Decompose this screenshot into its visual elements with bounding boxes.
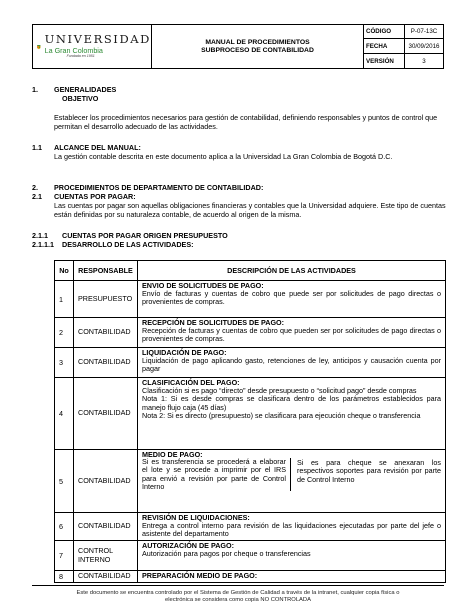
university-logo — [33, 25, 152, 69]
manual-title — [152, 25, 364, 69]
date-value: 30/09/2016 — [405, 39, 444, 54]
row-responsible: CONTABILIDAD — [74, 318, 138, 348]
table-row — [55, 281, 446, 318]
row-description — [138, 450, 446, 513]
section-2-heading: PROCEDIMIENTOS DE DEPARTAMENTO DE CONTABILIDAD: — [54, 183, 264, 192]
activity-title: RECEPCIÓN DE SOLICITUDES DE PAGO: — [142, 318, 285, 327]
logo-founded: Fundada en 1951 — [66, 54, 95, 59]
row-number: 8 — [55, 571, 74, 583]
accounts-payable-text: Las cuentas por pagar son aquellas obligaciones financieras y contables que la Universidad adquiere. Este tipo de cuentas están definidas por su naturaleza contable, de acuerdo al origen de la misma. — [54, 201, 446, 219]
row-responsible: CONTROL INTERNO — [74, 541, 138, 571]
row-responsible: CONTABILIDAD — [74, 378, 138, 450]
table-row — [55, 513, 446, 541]
table-row — [55, 348, 446, 378]
section-2-1-1-1-number: 2.1.1.1 — [32, 240, 54, 249]
code-label: CÓDIGO — [364, 25, 405, 39]
objective-heading: OBJETIVO — [62, 94, 99, 103]
activity-title: ENVIO DE SOLICITUDES DE PAGO: — [142, 281, 264, 290]
row-number: 1 — [55, 281, 74, 318]
row-responsible: CONTABILIDAD — [74, 513, 138, 541]
cheque-option-text: Si es para cheque se anexaran los respectivos soportes para revisión por parte de Control Interno — [297, 458, 441, 484]
section-1-number: 1. — [32, 85, 38, 94]
logo-name: UNIVERSIDAD — [44, 32, 151, 47]
footer-line-1: Este documento se encuentra controlado por el Sistema de Gestión de Calidad a través de la intranet, cualquier copia física o — [76, 590, 400, 596]
row-description — [138, 348, 446, 378]
row-responsible: CONTABILIDAD — [74, 450, 138, 513]
activity-title: LIQUIDACIÓN DE PAGO: — [142, 348, 227, 357]
row-responsible: CONTABILIDAD — [74, 571, 138, 583]
version-label: VERSIÓN — [364, 54, 405, 69]
table-row — [55, 378, 446, 450]
row-responsible: CONTABILIDAD — [74, 348, 138, 378]
col-header-responsible: RESPONSABLE — [74, 261, 138, 281]
row-number: 5 — [55, 450, 74, 513]
table-row — [55, 318, 446, 348]
budget-origin-heading: CUENTAS POR PAGAR ORIGEN PRESUPUESTO — [62, 231, 228, 240]
code-value: P-07-13C — [405, 25, 444, 39]
scope-heading: ALCANCE DEL MANUAL: — [54, 143, 141, 152]
accounts-payable-heading: CUENTAS POR PAGAR: — [54, 192, 136, 201]
document-footer — [32, 590, 444, 604]
activity-title: PREPARACIÓN MEDIO DE PAGO: — [142, 571, 258, 580]
activities-heading: DESARROLLO DE LAS ACTIVIDADES: — [62, 240, 194, 249]
activity-title: AUTORIZACIÓN DE PAGO: — [142, 541, 234, 550]
activities-table — [54, 260, 446, 583]
table-header-row — [55, 261, 446, 281]
activity-text: Entrega a control interno para revisión de las liquidaciones ejecutadas por parte del jefe o asistente del departamento — [142, 521, 441, 539]
activity-title: REVISIÓN DE LIQUIDACIONES: — [142, 513, 250, 522]
row-description — [138, 281, 446, 318]
activity-title: CLASIFICACIÓN DEL PAGO: — [142, 378, 240, 387]
row-number: 3 — [55, 348, 74, 378]
activity-text: Autorización para pagos por cheque o transferencias — [142, 549, 311, 559]
row-number: 7 — [55, 541, 74, 571]
activity-text: Liquidación de pago aplicando gasto, retenciones de ley, anticipos y causación cuenta por pagar — [142, 356, 441, 374]
table-row — [55, 571, 446, 583]
activity-title: MEDIO DE PAGO: — [142, 450, 203, 459]
section-2-number: 2. — [32, 183, 38, 192]
document-header — [32, 24, 444, 69]
row-description — [138, 541, 446, 571]
row-description — [138, 513, 446, 541]
activity-text: Clasificación si es pago “directo” desde presupuesto o “solicitud pago” desde compras — [142, 386, 417, 396]
activity-note-2: Nota 2: Si es directo (presupuesto) se clasificara para ejecución cheque o transferencia — [142, 410, 421, 420]
activity-text: Recepción de facturas y cuentas de cobro que pueden ser por solicitudes de pago directas o provenientes de compras. — [142, 326, 441, 344]
activity-text: Envío de facturas y cuentas de cobro que puede ser por solicitudes de pago directas o provenientes de compras. — [142, 289, 441, 307]
version-value: 3 — [405, 54, 444, 69]
row-description — [138, 318, 446, 348]
activity-note-1: Nota 1: Si es desde compras se clasificara dentro de los parámetros establecidos para manejo flujo caja (45 días) — [142, 394, 441, 412]
section-1-1-number: 1.1 — [32, 143, 42, 152]
payment-options — [142, 459, 441, 490]
row-description — [138, 571, 446, 583]
row-number: 2 — [55, 318, 74, 348]
col-header-description: DESCRIPCIÓN DE LAS ACTIVIDADES — [138, 261, 446, 281]
footer-divider — [32, 585, 444, 586]
manual-title-line1: MANUAL DE PROCEDIMIENTOS — [205, 38, 310, 46]
footer-line-2: electrónica se considera como copia NO CONTROLADA — [165, 597, 311, 603]
table-row — [55, 541, 446, 571]
university-shield-icon — [37, 35, 41, 59]
row-number: 6 — [55, 513, 74, 541]
col-header-no: No — [55, 261, 74, 281]
row-number: 4 — [55, 378, 74, 450]
section-1-heading: GENERALIDADES — [54, 85, 117, 94]
manual-title-line2: SUBPROCESO DE CONTABILIDAD — [201, 46, 314, 54]
date-label: FECHA — [364, 39, 405, 54]
row-responsible: PRESUPUESTO — [74, 281, 138, 318]
row-description — [138, 378, 446, 450]
scope-text: La gestión contable descrita en este documento aplica a la Universidad La Gran Colombia de Bogotá D.C. — [54, 152, 393, 161]
section-2-1-1-number: 2.1.1 — [32, 231, 48, 240]
logo-subtitle: La Gran Colombia — [44, 45, 103, 55]
table-row — [55, 450, 446, 513]
objective-text: Establecer los procedimientos necesarios para gestión de contabilidad, definiendo responsables y puntos de control que permitan el desarrollo adecuado de las actividades. — [54, 113, 438, 131]
section-2-1-number: 2.1 — [32, 192, 42, 201]
transfer-option-text: Si es transferencia se procederá a elaborar el lote y se procede a imprimir por el IRS para envió a revisión por parte de Control Interno — [142, 458, 291, 491]
